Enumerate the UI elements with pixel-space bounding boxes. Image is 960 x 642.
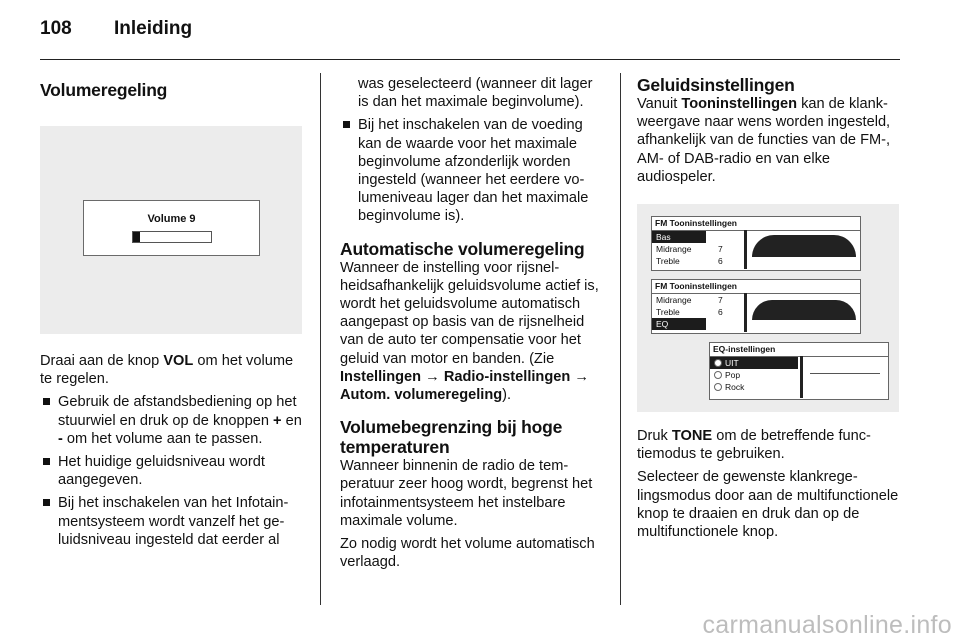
- volume-display: [83, 200, 260, 256]
- tone-row-bas: Bas 6: [652, 231, 706, 243]
- eq-panel: [709, 342, 889, 400]
- list-item: Bij het inschakelen van de voeding kan de waarde voor het maximale beginvolume afzonderlijk worden ingesteld (wanneer het eerdere volumeniveau lager dan het maximale beginvolume is).: [340, 116, 604, 225]
- volume-label: Volume 9: [147, 213, 196, 225]
- eq-curve-line: [810, 373, 880, 374]
- bullet-continuation: was geselecteerd (wanneer dit lager is dan het maximale beginvolume).: [358, 76, 593, 111]
- ref-autom-volumeregeling: Autom. volumeregeling: [340, 387, 503, 404]
- middle-bullets: [340, 116, 604, 225]
- tone-instruction: Druk TONE om de betreffende functiemodus te gebruiken.: [637, 428, 871, 463]
- tone-curve-icon: [752, 300, 856, 320]
- tone-settings-figure: [637, 204, 899, 412]
- right-column: [637, 75, 903, 546]
- tone-curve-icon: [752, 235, 856, 257]
- heading-geluidsinstellingen: Geluidsinstellingen: [637, 75, 795, 95]
- eq-option-pop: Pop: [710, 369, 888, 381]
- radio-icon: [714, 383, 722, 391]
- heading-temp-limit: Volumebegrenzing bij hoge temperaturen: [340, 417, 563, 458]
- tone-row-eq: EQ OFF: [652, 318, 706, 330]
- panel-scrollbar: [744, 230, 747, 269]
- temp-limit-text-2: Zo nodig wordt het volume automatisch verlaagd.: [340, 536, 595, 571]
- volume-figure: [40, 126, 302, 334]
- watermark: carmanualsonline.info: [702, 611, 952, 639]
- tone-panel-1: [651, 216, 861, 271]
- minus-key: -: [58, 430, 63, 447]
- eq-option-rock: Rock: [710, 381, 888, 393]
- volume-bullets: [40, 393, 306, 549]
- ref-tooninstellingen: Tooninstellingen: [681, 96, 798, 112]
- panel-scrollbar: [744, 293, 747, 332]
- eq-option-uit: UIT: [710, 357, 798, 369]
- panel-scrollbar: [800, 356, 803, 398]
- list-item: Gebruik de afstandsbediening op het stuurwiel en druk op de knoppen + en - om het volume aan te passen.: [40, 393, 306, 448]
- heading-auto-volume: Automatische volumeregeling: [340, 238, 585, 259]
- list-item: Bij het inschakelen van het Infotainmentsysteem wordt vanzelf het geluidsniveau ingesteld dat eerder al: [40, 494, 306, 549]
- tone-row-midrange: Midrange 7: [656, 295, 723, 306]
- panel-title: FM Tooninstellingen: [652, 280, 860, 294]
- tone-row-treble: Treble 6: [656, 256, 723, 267]
- panel-title: EQ-instellingen: [710, 343, 888, 357]
- vol-key: VOL: [163, 353, 194, 369]
- tone-panel-2: [651, 279, 861, 334]
- list-item: Het huidige geluidsniveau wordt aangegeven.: [40, 453, 306, 489]
- tone-row-midrange: Midrange 7: [656, 244, 723, 255]
- plus-key: +: [273, 412, 282, 429]
- ref-radio-instellingen: Radio-instellingen: [443, 368, 571, 385]
- header-rule: [40, 59, 900, 60]
- temp-limit-text: Wanneer binnenin de radio de temperatuur zeer hoog wordt, begrenst het infotainmentsysteem het instelbare maximale volume.: [340, 458, 593, 529]
- page-title: Inleiding: [114, 18, 193, 39]
- page-header: [40, 18, 192, 40]
- tone-key: TONE: [671, 428, 713, 445]
- page-number: 108: [40, 18, 72, 39]
- panel-title: FM Tooninstellingen: [652, 217, 860, 231]
- volume-bar: [132, 231, 212, 243]
- auto-volume-text: Wanneer de instelling voor rijsnelheidsafhankelijk geluidsvolume actief is, wordt het geluidsvolume automatisch aangepast op basis van de rijsnelheid van de auto ter compensatie voor het geluid van motor en banden. (Zie Instellingen → Radio-instellingen → Autom. volumeregeling).: [340, 259, 599, 404]
- middle-column: [340, 75, 604, 576]
- ref-instellingen: Instellingen: [340, 368, 422, 385]
- volume-intro: Draai aan de knop VOL om het volume te regelen.: [40, 353, 294, 388]
- column-divider-1: [320, 73, 321, 605]
- select-instruction: Selecteer de gewenste klankregelingsmodus door aan de multifunctionele knop te draaien en druk dan op de multifunctionele knop.: [637, 469, 899, 541]
- volume-bar-fill: [133, 232, 140, 242]
- radio-selected-icon: [714, 359, 722, 367]
- radio-icon: [714, 371, 722, 379]
- column-divider-2: [620, 73, 621, 605]
- tone-row-treble: Treble 6: [656, 307, 723, 318]
- sound-intro: Vanuit Tooninstellingen kan de klankweergave naar wens worden ingesteld, afhankelijk van de functies van de FM-, AM- of DAB-radio en van elke audiospeler.: [637, 96, 891, 185]
- heading-volumeregeling: Volumeregeling: [40, 80, 168, 100]
- left-column: [40, 80, 306, 554]
